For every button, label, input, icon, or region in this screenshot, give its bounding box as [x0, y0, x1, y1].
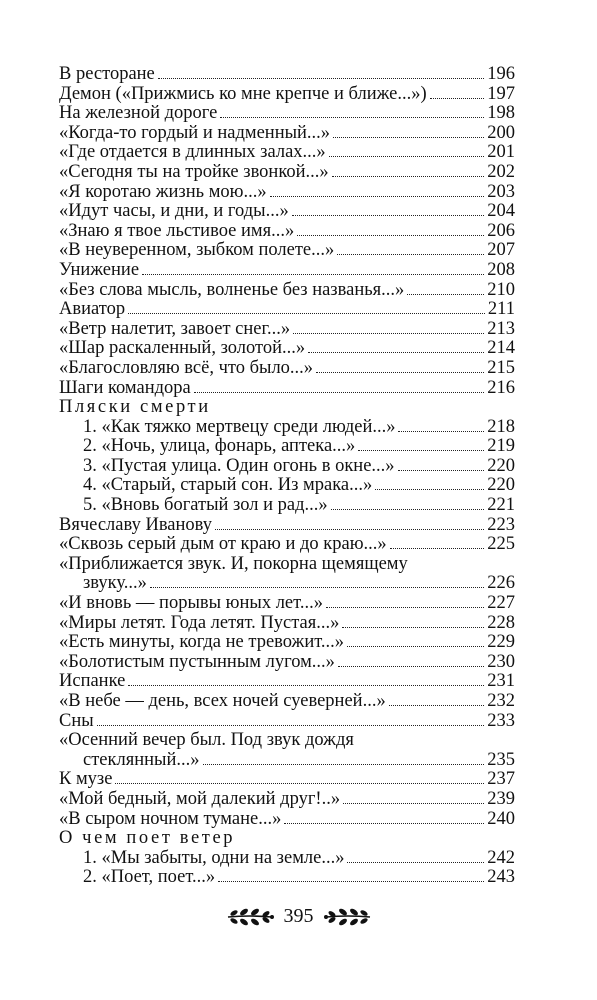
toc-entry [59, 124, 515, 144]
entry-title-line1: «Приближается звук. И, покорна щемящему [59, 553, 408, 574]
entry-page: 229 [487, 632, 515, 653]
entry-page: 213 [487, 318, 515, 339]
toc-entry [59, 183, 515, 203]
entry-title: 3. «Пустая улица. Один огонь в окне...» [83, 455, 395, 476]
entry-page: 235 [487, 749, 515, 770]
dot-leader [292, 215, 485, 216]
entry-title: На железной дороге [59, 103, 218, 124]
toc-entry [59, 614, 515, 634]
entry-title: «В небе — день, всех ночей суеверней...» [59, 691, 386, 711]
dot-leader [194, 392, 485, 393]
toc-entry [59, 65, 515, 85]
entry-page: 218 [487, 416, 515, 437]
dot-leader [270, 196, 485, 197]
dot-leader [398, 431, 484, 432]
entry-title: Испанке [59, 671, 126, 692]
dot-leader [342, 627, 484, 628]
page-number: 395 [283, 905, 314, 927]
toc-entry [59, 104, 515, 124]
page-footer [0, 905, 597, 928]
entry-page: 204 [487, 201, 515, 222]
toc-entry [59, 222, 515, 242]
entry-title: «Ветр налетит, завоет снег...» [59, 318, 291, 339]
entry-title: «И вновь — порывы юных лет...» [59, 593, 323, 614]
entry-page: 201 [487, 142, 515, 163]
dot-leader [338, 666, 484, 667]
entry-title: «В сыром ночном тумане...» [59, 808, 282, 829]
dot-leader [203, 764, 485, 765]
entry-page: 215 [487, 357, 515, 378]
entry-title: 2. «Поет, поет...» [83, 867, 216, 888]
toc-subentry [59, 437, 515, 457]
dot-leader [142, 274, 484, 275]
toc-entry [59, 692, 515, 712]
toc-subentry [59, 457, 515, 477]
dot-leader [97, 725, 485, 726]
entry-page: 221 [487, 495, 515, 516]
entry-title: «Мой бедный, мой далекий друг!..» [59, 788, 341, 809]
entry-title: Унижение [59, 259, 140, 280]
dot-leader [115, 783, 484, 784]
dot-leader [308, 352, 484, 353]
toc-entry [59, 143, 515, 163]
toc-entry [59, 202, 515, 222]
dot-leader [398, 470, 485, 471]
dot-leader [430, 98, 485, 99]
entry-page: 202 [487, 161, 515, 182]
dot-leader [128, 685, 484, 686]
toc-entry [59, 261, 515, 281]
entry-page: 208 [487, 259, 515, 280]
dot-leader [333, 137, 484, 138]
entry-page: 223 [487, 514, 515, 535]
entry-title: «Благословляю всё, что было...» [59, 357, 314, 378]
toc-entry [59, 241, 515, 261]
entry-page: 198 [487, 103, 515, 124]
toc-subentry [59, 496, 515, 516]
toc-entry [59, 281, 515, 301]
toc-subentry [59, 418, 515, 438]
dot-leader [316, 372, 484, 373]
entry-page: 242 [487, 847, 515, 868]
dot-leader [293, 333, 484, 334]
entry-title: 1. «Как тяжко мертвецу среди людей...» [83, 416, 396, 437]
entry-title: «Знаю я твое льстивое имя...» [59, 220, 295, 241]
dot-leader [347, 862, 484, 863]
dot-leader [343, 803, 484, 804]
toc-entry [59, 300, 515, 320]
toc-subentry [59, 868, 515, 888]
leaf-ornament-left-icon [226, 906, 274, 928]
entry-page: 214 [487, 338, 515, 359]
toc-entry [59, 672, 515, 692]
toc-entry [59, 535, 515, 555]
section-heading: Пляски смерти [59, 397, 211, 418]
toc-entry [59, 810, 515, 830]
entry-title: 4. «Старый, старый сон. Из мрака...» [83, 475, 373, 496]
entry-page: 216 [487, 377, 515, 398]
dot-leader [347, 646, 484, 647]
entry-page: 240 [487, 808, 515, 829]
entry-page: 197 [487, 83, 515, 104]
toc-entry-multiline [59, 731, 515, 770]
toc-entry [59, 320, 515, 340]
entry-page: 203 [487, 181, 515, 202]
toc-entry [59, 770, 515, 790]
toc-entry [59, 359, 515, 379]
entry-title: Авиатор [59, 299, 126, 320]
dot-leader [128, 313, 485, 314]
dot-leader [220, 117, 484, 118]
dot-leader [389, 705, 485, 706]
dot-leader [326, 607, 484, 608]
toc-entry [59, 516, 515, 536]
entry-page: 228 [487, 612, 515, 633]
entry-page: 200 [487, 122, 515, 143]
toc-entry [59, 653, 515, 673]
entry-title: 1. «Мы забыты, одни на земле...» [83, 847, 345, 868]
entry-title: Сны [59, 710, 94, 731]
dot-leader [375, 489, 484, 490]
entry-title: «Болотистым пустынным лугом...» [59, 651, 335, 672]
entry-page: 206 [487, 220, 515, 241]
entry-page: 220 [487, 455, 515, 476]
entry-title: «Идут часы, и дни, и годы...» [59, 201, 289, 222]
toc-entry [59, 790, 515, 810]
dot-leader [332, 176, 485, 177]
toc-entry [59, 712, 515, 732]
entry-title: 2. «Ночь, улица, фонарь, аптека...» [83, 436, 356, 457]
toc-entry [59, 594, 515, 614]
toc-entry [59, 163, 515, 183]
entry-title: «Есть минуты, когда не тревожит...» [59, 632, 345, 653]
entry-title: Вячеславу Иванову [59, 514, 213, 535]
entry-title: «В неуверенном, зыбком полете...» [59, 240, 335, 261]
entry-title: «Сегодня ты на тройке звонкой...» [59, 161, 329, 182]
dot-leader [390, 548, 485, 549]
entry-title: Демон («Прижмись ко мне крепче и ближе...») [59, 83, 427, 104]
entry-title: Шаги командора [59, 377, 191, 398]
dot-leader [337, 254, 484, 255]
entry-title-line2: звуку...» [83, 573, 147, 594]
entry-page: 196 [487, 64, 515, 84]
entry-title: «Миры летят. Года летят. Пустая...» [59, 612, 340, 633]
entry-page: 219 [487, 436, 515, 457]
entry-title: В ресторане [59, 64, 155, 84]
entry-title: «Сквозь серый дым от краю и до краю...» [59, 534, 387, 555]
dot-leader [215, 529, 484, 530]
table-of-contents [59, 65, 515, 888]
toc-entry [59, 379, 515, 399]
entry-title-line2: стеклянный...» [83, 749, 200, 770]
entry-title: «Без слова мысль, волненье без названья...» [59, 279, 405, 300]
entry-page: 211 [487, 299, 515, 320]
entry-title: К музе [59, 769, 113, 790]
entry-page: 227 [487, 593, 515, 614]
entry-page: 230 [487, 651, 515, 672]
dot-leader [331, 509, 485, 510]
entry-page: 237 [487, 769, 515, 790]
entry-title: 5. «Вновь богатый зол и рад...» [83, 495, 328, 516]
entry-page: 220 [487, 475, 515, 496]
entry-title: «Я коротаю жизнь мою...» [59, 181, 267, 202]
toc-subentry [59, 849, 515, 869]
toc-subentry [59, 476, 515, 496]
entry-page: 233 [487, 710, 515, 731]
entry-title: «Где отдается в длинных залах...» [59, 142, 326, 163]
dot-leader [150, 587, 484, 588]
entry-title: «Шар раскаленный, золотой...» [59, 338, 306, 359]
dot-leader [158, 78, 484, 79]
entry-page: 207 [487, 240, 515, 261]
dot-leader [358, 450, 484, 451]
entry-page: 210 [487, 279, 515, 300]
entry-page: 225 [487, 534, 515, 555]
entry-page: 239 [487, 788, 515, 809]
entry-page: 243 [487, 867, 515, 888]
toc-entry [59, 339, 515, 359]
entry-page: 231 [487, 671, 515, 692]
entry-title: «Когда-то гордый и надменный...» [59, 122, 331, 143]
dot-leader [329, 156, 485, 157]
section-heading: О чем поет ветер [59, 828, 236, 849]
dot-leader [284, 823, 484, 824]
dot-leader [218, 881, 484, 882]
entry-page: 232 [487, 691, 515, 711]
entry-page: 226 [487, 573, 515, 594]
dot-leader [407, 294, 484, 295]
leaf-ornament-right-icon [324, 906, 372, 928]
toc-entry [59, 85, 515, 105]
toc-entry [59, 633, 515, 653]
dot-leader [297, 235, 484, 236]
toc-entry-multiline [59, 555, 515, 594]
entry-title-line1: «Осенний вечер был. Под звук дождя [59, 730, 354, 751]
